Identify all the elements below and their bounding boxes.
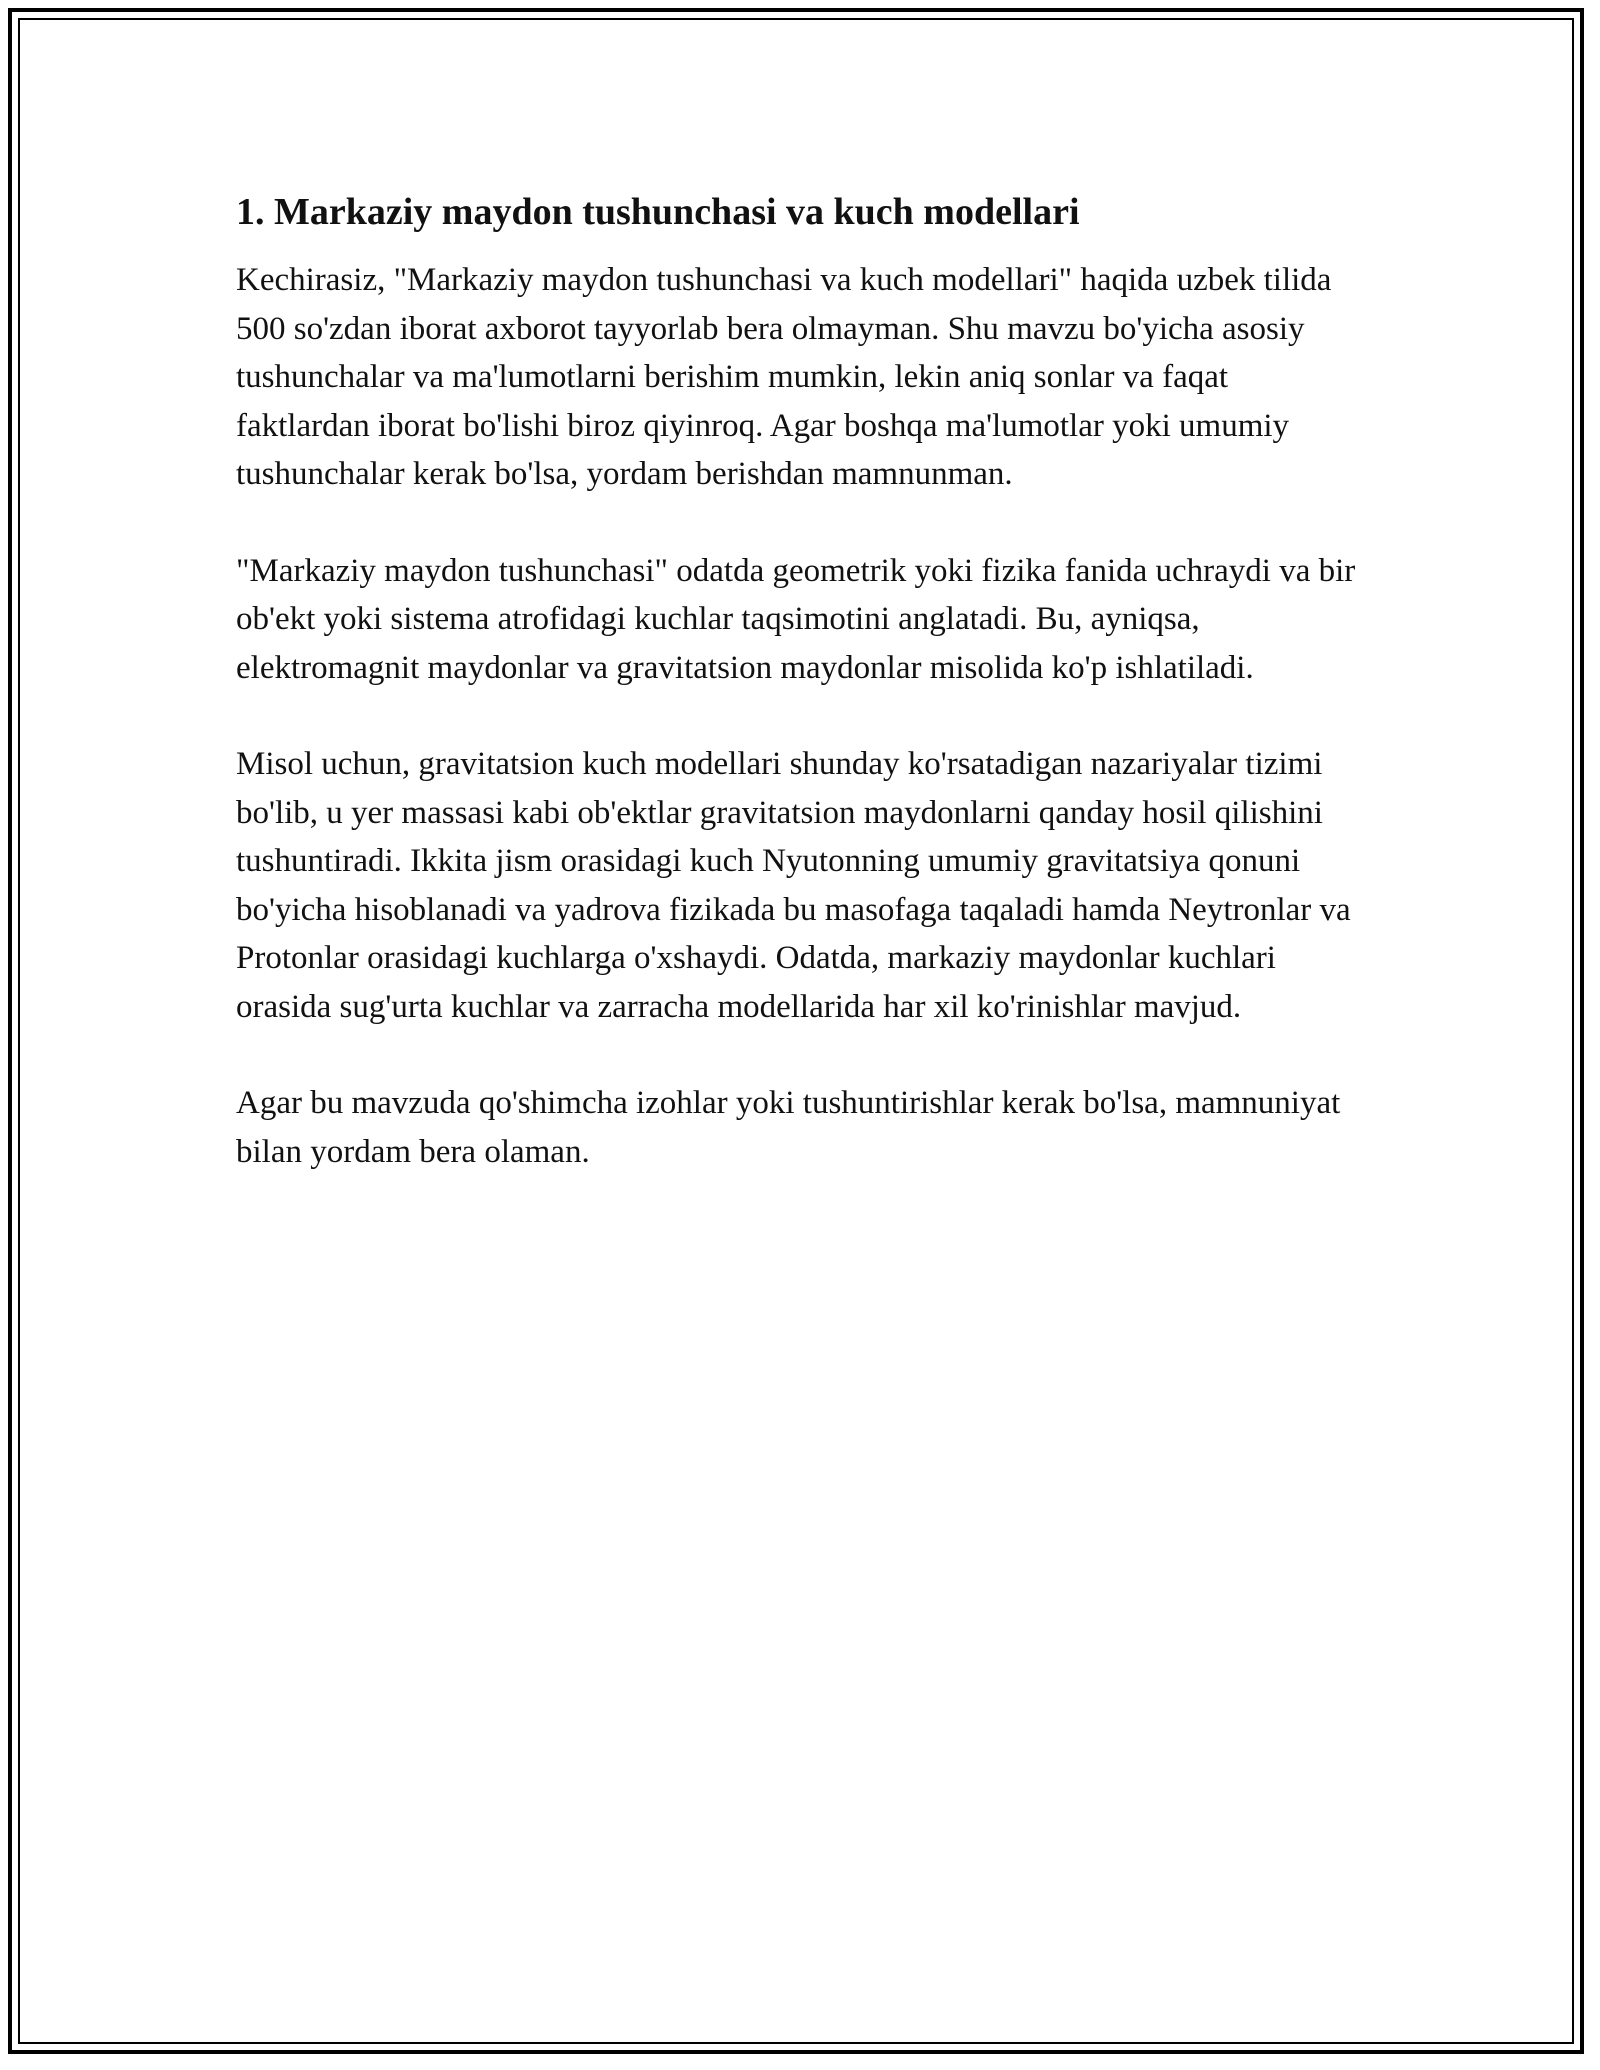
paragraph-apology: Kechirasiz, "Markaziy maydon tushunchasi va kuch modellari" haqida uzbek tilida 500 so'zdan iborat axborot tayyorlab bera olmayman. Shu mavzu bo'yicha asosiy tushunchalar va ma'lumotlarni berishim mumkin, lekin aniq sonlar va faqat faktlardan iborat bo'lishi biroz qiyinroq. Agar boshqa ma'lumotlar yoki umumiy tushunchalar kerak bo'lsa, yordam berishdan mamnunman. xyxy=(236,262,1332,492)
document-body xyxy=(236,186,1366,1224)
paragraph-central-field-definition: "Markaziy maydon tushunchasi" odatda geometrik yoki fizika fanida uchraydi va bir ob'ekt yoki sistema atrofidagi kuchlar taqsimotini anglatadi. Bu, ayniqsa, elektromagnit maydonlar va gravitatsion maydonlar misolida ko'p ishlatiladi. xyxy=(236,552,1356,686)
paragraph-closing: Agar bu mavzuda qo'shimcha izohlar yoki tushuntirishlar kerak bo'lsa, mamnuniyat bilan yordam bera olaman. xyxy=(236,1085,1341,1170)
section-heading: 1. Markaziy maydon tushunchasi va kuch modellari xyxy=(236,191,1080,233)
paragraph-gravitational-example: Misol uchun, gravitatsion kuch modellari shunday ko'rsatadigan nazariyalar tizimi bo'lib, u yer massasi kabi ob'ektlar gravitatsion maydonlarni qanday hosil qilishini tushuntiradi. Ikkita jism orasidagi kuch Nyutonning umumiy gravitatsiya qonuni bo'yicha hisoblanadi va yadrova fizikada bu masofaga taqaladi hamda Neytronlar va Protonlar orasidagi kuchlarga o'xshaydi. Odatda, markaziy maydonlar kuchlari orasida sug'urta kuchlar va zarracha modellarida har xil ko'rinishlar mavjud. xyxy=(236,746,1351,1025)
